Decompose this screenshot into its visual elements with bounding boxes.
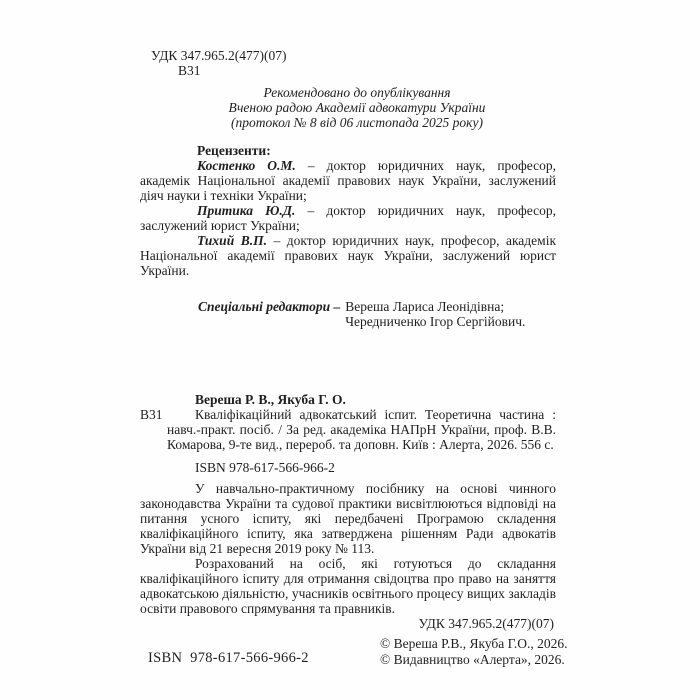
isbn-midpage: ISBN 978-617-566-966-2 — [195, 460, 335, 475]
author-sign-code: В31 — [178, 63, 201, 78]
udk-classification-repeat: УДК 347.965.2(477)(07) — [418, 616, 554, 631]
udk-classification: УДК 347.965.2(477)(07) — [151, 48, 287, 63]
reviewer-name: Притика Ю.Д. — [197, 203, 296, 218]
copyright-publisher: © Видавництво «Алерта», 2026. — [380, 652, 565, 667]
special-editor-name: Чередниченко Ігор Сергійович. — [345, 314, 526, 329]
special-editors-section — [198, 299, 556, 329]
approval-note — [140, 85, 556, 130]
catalog-description: Кваліфікаційний адвокатський іспит. Теоретична частина : навч.-практ. посіб. / За ред. академіка НАПрН України, проф. В.В. Комарова, 9-те вид., перероб. та доповн. Київ : Алерта, 2026. 556 с. — [167, 407, 556, 452]
reviewer-name: Костенко О.М. — [197, 158, 296, 173]
copyright-authors: © Вереша Р.В., Якуба Г.О., 2026. — [380, 636, 568, 651]
special-editors-names — [345, 299, 525, 329]
approval-line-3: (протокол № 8 від 06 листопада 2025 року) — [231, 115, 483, 130]
catalog-author-sign-code: В31 — [140, 407, 163, 422]
isbn-footer: ISBN 978-617-566-966-2 — [148, 650, 309, 666]
annotation-paragraph-2: Розрахований на осіб, які готуються до складання кваліфікаційного іспиту для отримання свідоцтва про право на заняття адвокатською діяльністю, учасників освітнього процесу вищих закладів освіти правового спрямування та правників. — [140, 556, 556, 616]
reviewers-section — [140, 143, 556, 278]
reviewer-entry — [140, 203, 556, 233]
copyright-block — [380, 636, 568, 668]
approval-line-2: Вченою радою Академії адвокатури України — [228, 100, 486, 115]
reviewer-description: – доктор юридичних наук, професор, академік Національної академії правових наук України, заслужений юрист України. — [140, 233, 556, 278]
annotation-paragraph-1: У навчально-практичному посібнику на основі чинного законодавства України та судової практики висвітлюються відповіді на питання усного іспиту, які передбачені Програмою складення кваліфікаційного іспиту, яка затверджена рішенням Ради адвокатів України від 21 вересня 2019 року № 113. — [140, 481, 556, 556]
reviewer-description: – доктор юридичних наук, професор, заслужений юрист України; — [140, 203, 557, 233]
page-content — [140, 0, 556, 631]
special-editors-label: Спеціальні редактори – — [198, 299, 341, 314]
catalog-authors: Вереша Р. В., Якуба Г. О. — [195, 392, 346, 407]
reviewer-description: – доктор юридичних наук, професор, академік Національної академії правових наук України, заслужений діяч науки і техніки України; — [140, 158, 557, 203]
approval-line-1: Рекомендовано до опублікування — [263, 85, 451, 100]
reviewer-entry — [140, 158, 556, 203]
reviewer-entry — [140, 233, 556, 278]
reviewers-heading: Рецензенти: — [197, 143, 271, 158]
reviewer-name: Тихий В.П. — [197, 233, 267, 248]
special-editor-name: Вереша Лариса Леонідівна; — [345, 299, 505, 314]
catalog-entry — [140, 407, 556, 452]
